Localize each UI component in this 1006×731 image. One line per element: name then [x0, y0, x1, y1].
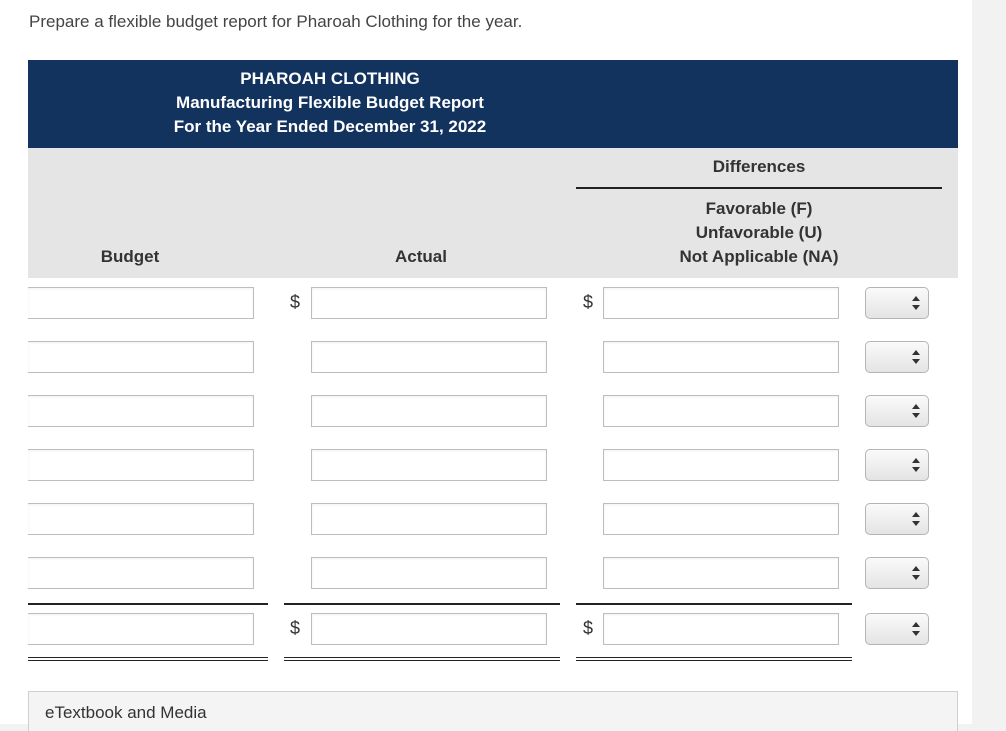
budget-input[interactable]: [28, 287, 254, 319]
select-arrows-icon: [911, 621, 921, 637]
difference-input[interactable]: [603, 503, 839, 535]
difference-input[interactable]: [603, 287, 839, 319]
select-arrows-icon: [911, 349, 921, 365]
double-rule-budget-1: [28, 657, 268, 658]
dollar-sign: $: [583, 618, 594, 638]
select-arrows-icon: [911, 565, 921, 581]
dollar-sign: $: [583, 292, 594, 312]
double-rule-diff-1: [576, 657, 852, 658]
double-rule-budget-2: [28, 660, 268, 661]
actual-input[interactable]: [311, 503, 547, 535]
select-arrows-icon: [911, 295, 921, 311]
difference-input[interactable]: [603, 557, 839, 589]
double-rule-diff-2: [576, 660, 852, 661]
favorable-unfavorable-select[interactable]: [865, 557, 929, 589]
etextbook-label: eTextbook and Media: [45, 703, 207, 722]
difference-input[interactable]: [603, 449, 839, 481]
budget-input[interactable]: [28, 395, 254, 427]
report-header: [28, 60, 958, 148]
actual-input[interactable]: [311, 287, 547, 319]
actual-column-header: Actual: [395, 247, 447, 266]
budget-input[interactable]: [28, 557, 254, 589]
select-arrows-icon: [911, 457, 921, 473]
total-rule-diff: [576, 603, 852, 605]
actual-input[interactable]: [311, 341, 547, 373]
budget-input[interactable]: [28, 341, 254, 373]
not-applicable-label: Not Applicable (NA): [679, 247, 839, 266]
difference-input[interactable]: [603, 613, 839, 645]
budget-column-header: Budget: [100, 247, 160, 266]
differences-header: Differences: [712, 157, 806, 176]
budget-input[interactable]: [28, 449, 254, 481]
favorable-label: Favorable (F): [705, 199, 813, 218]
favorable-unfavorable-select[interactable]: [865, 449, 929, 481]
select-arrows-icon: [911, 511, 921, 527]
difference-input[interactable]: [603, 395, 839, 427]
actual-input[interactable]: [311, 557, 547, 589]
etextbook-media-link[interactable]: [28, 691, 958, 731]
total-rule-budget: [28, 603, 268, 605]
select-arrows-icon: [911, 403, 921, 419]
difference-input[interactable]: [603, 341, 839, 373]
company-name: PHAROAH CLOTHING: [240, 69, 420, 88]
budget-input[interactable]: [28, 613, 254, 645]
differences-underline: [576, 187, 942, 189]
favorable-unfavorable-select[interactable]: [865, 341, 929, 373]
dollar-sign: $: [290, 292, 301, 312]
double-rule-actual-2: [284, 660, 560, 661]
actual-input[interactable]: [311, 395, 547, 427]
double-rule-actual-1: [284, 657, 560, 658]
favorable-unfavorable-select[interactable]: [865, 613, 929, 645]
dollar-sign: $: [290, 618, 301, 638]
report-period: For the Year Ended December 31, 2022: [173, 117, 487, 136]
report-name: Manufacturing Flexible Budget Report: [176, 93, 484, 112]
favorable-unfavorable-select[interactable]: [865, 503, 929, 535]
favorable-unfavorable-select[interactable]: [865, 395, 929, 427]
budget-input[interactable]: [28, 503, 254, 535]
instruction-text: Prepare a flexible budget report for Pharoah Clothing for the year.: [29, 12, 523, 31]
total-rule-actual: [284, 603, 560, 605]
unfavorable-label: Unfavorable (U): [695, 223, 823, 242]
favorable-unfavorable-select[interactable]: [865, 287, 929, 319]
actual-input[interactable]: [311, 449, 547, 481]
actual-input[interactable]: [311, 613, 547, 645]
